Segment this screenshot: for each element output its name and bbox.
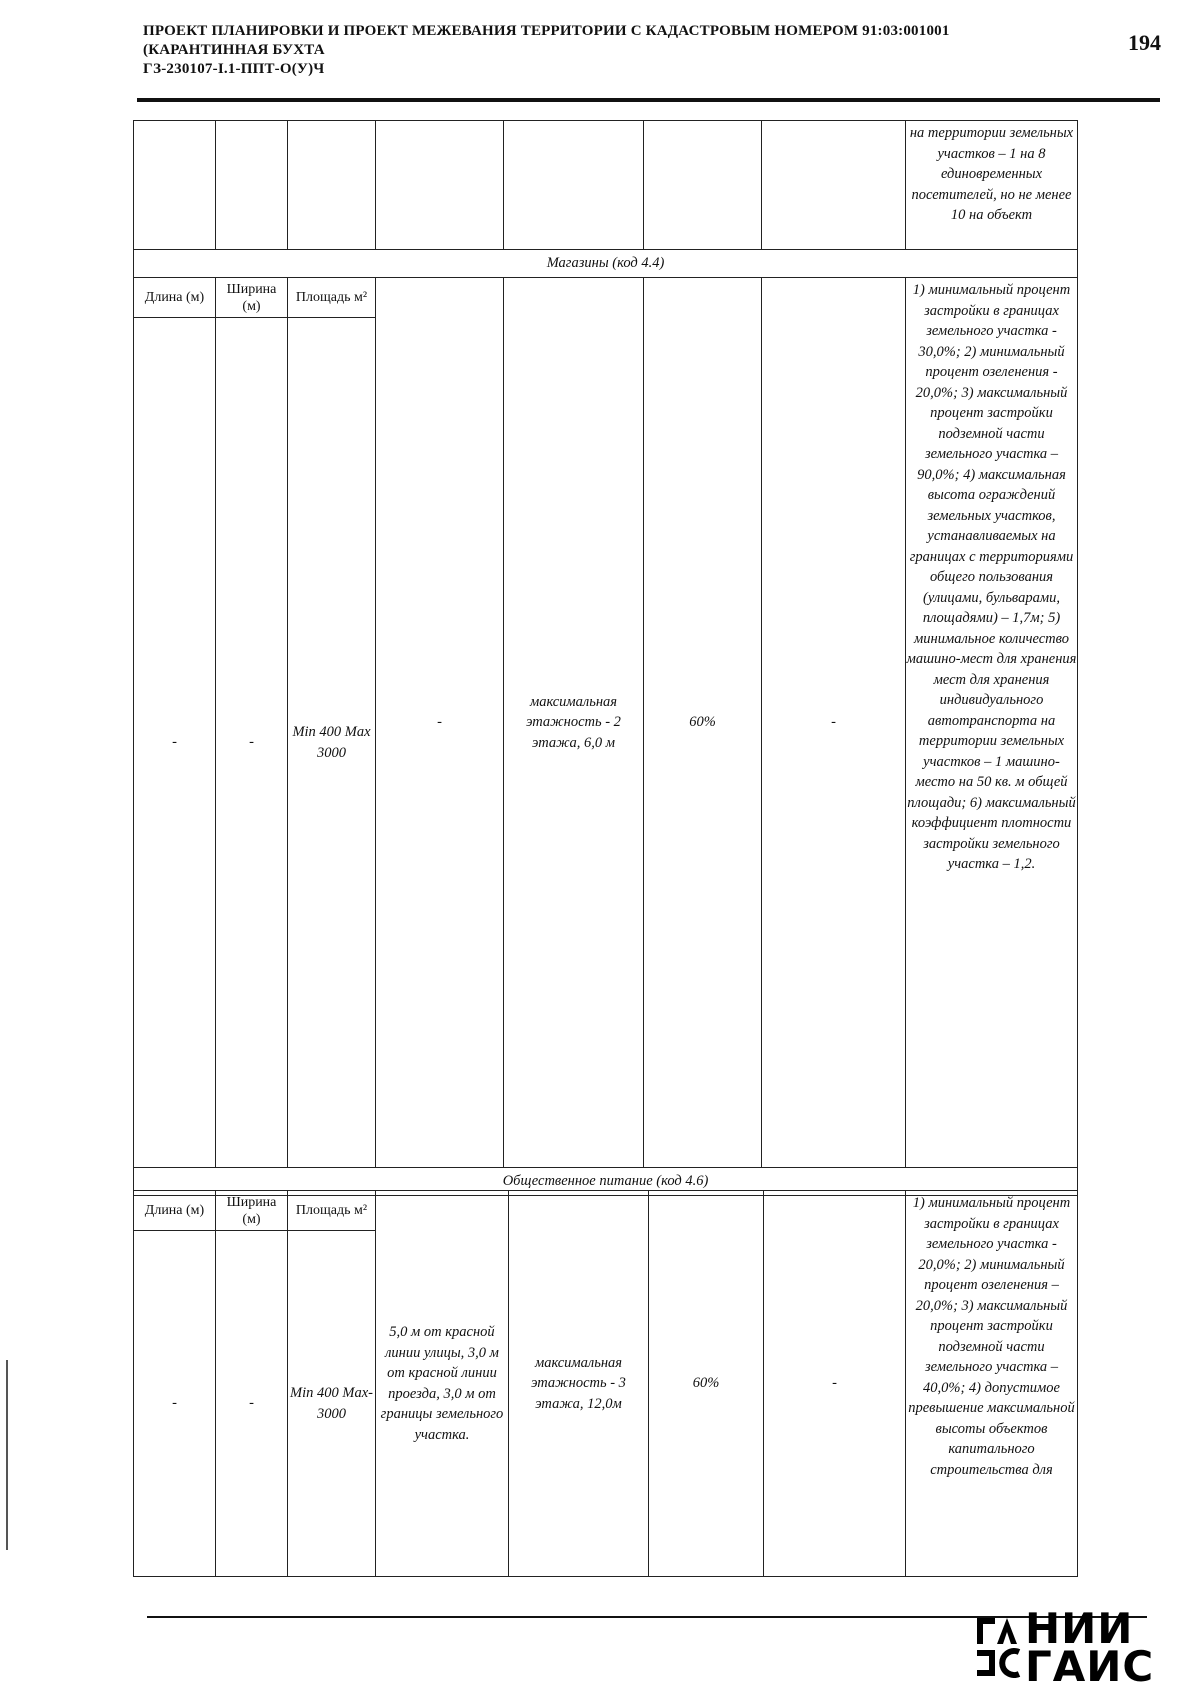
requirements-cell: 1) минимальный процент застройки в границах земельного участка - 30,0%; 2) минимальный процент озеленения - 20,0%; 3) максимальный процент застройки подземной части земельного участка – 90,0%; 4) максимальная высота ограждений земельных участков, устанавливаемых на границах с территориями общего пользования (улицами, бульварами, площадями) – 1,7м; 5) минимальное количество машино-мест для хранения мест для хранения индивидуального автотранспорта на территории земельных участков – 1 машино-место на 50 кв. м общей площади; 6) максимальный коэффициент плотности застройки земельного участка – 1,2. xyxy=(906,278,1078,1168)
logo-text-bottom: ГАИС xyxy=(1025,1642,1155,1691)
table-row xyxy=(134,278,1078,318)
coverage-cell: 60% xyxy=(649,1191,764,1577)
width-header: Ширина (м) xyxy=(216,1191,288,1231)
header-code: ГЗ-230107-I.1-ППТ-О(У)Ч xyxy=(143,61,325,77)
area-header: Площадь м² xyxy=(288,1191,376,1231)
requirements-cell: на территории земельных участков – 1 на 8 единовременных посетителей, но не менее 10 на объект xyxy=(906,121,1078,250)
requirements-cell: 1) минимальный процент застройки в границах земельного участка - 20,0%; 2) минимальный процент озеленения – 20,0%; 3) максимальный процент застройки подземной части земельного участка – 40,0%; 4) допустимое превышение максимальной высоты объектов капитального строительства для xyxy=(906,1191,1078,1577)
regulations-table-bottom xyxy=(133,1190,1078,1577)
width-header: Ширина (м) xyxy=(216,278,288,318)
logo-text-top: НИИ xyxy=(1025,1604,1134,1653)
table-row xyxy=(134,1191,1078,1231)
limits-cell: - xyxy=(762,278,906,1168)
regulations-table-top xyxy=(133,120,1078,1196)
header-title: ПРОЕКТ ПЛАНИРОВКИ И ПРОЕКТ МЕЖЕВАНИЯ ТЕРРИТОРИИ С КАДАСТРОВЫМ НОМЕРОМ 91:03:001001 xyxy=(143,23,950,39)
section-title-catering: Общественное питание (код 4.6) xyxy=(134,1168,1078,1196)
table-row xyxy=(134,121,1078,250)
logo-mark-icon xyxy=(975,1616,1021,1680)
area-value: Min 400 Max 3000 xyxy=(288,318,376,1168)
floors-cell: максимальная этажность - 3 этажа, 12,0м xyxy=(509,1191,649,1577)
section-title-shops: Магазины (код 4.4) xyxy=(134,250,1078,278)
length-header: Длина (м) xyxy=(134,278,216,318)
length-value: - xyxy=(134,1231,216,1577)
header-divider xyxy=(137,98,1160,102)
setback-cell: 5,0 м от красной линии улицы, 3,0 м от красной линии проезда, 3,0 м от границы земельного участка. xyxy=(376,1191,509,1577)
coverage-cell: 60% xyxy=(644,278,762,1168)
page-number: 194 xyxy=(1128,30,1161,55)
length-value: - xyxy=(134,318,216,1168)
logo-text xyxy=(1025,1604,1155,1691)
nii-gais-logo xyxy=(975,1604,1160,1691)
width-value: - xyxy=(216,318,288,1168)
header-subtitle: (КАРАНТИННАЯ БУХТА xyxy=(143,42,325,58)
floors-cell: максимальная этажность - 2 этажа, 6,0 м xyxy=(504,278,644,1168)
limits-cell: - xyxy=(764,1191,906,1577)
length-header: Длина (м) xyxy=(134,1191,216,1231)
width-value: - xyxy=(216,1231,288,1577)
document-header xyxy=(143,22,1093,79)
scan-margin-line xyxy=(6,1360,8,1550)
table-row xyxy=(134,250,1078,278)
area-value: Min 400 Max-3000 xyxy=(288,1231,376,1577)
area-header: Площадь м² xyxy=(288,278,376,318)
setback-cell: - xyxy=(376,278,504,1168)
